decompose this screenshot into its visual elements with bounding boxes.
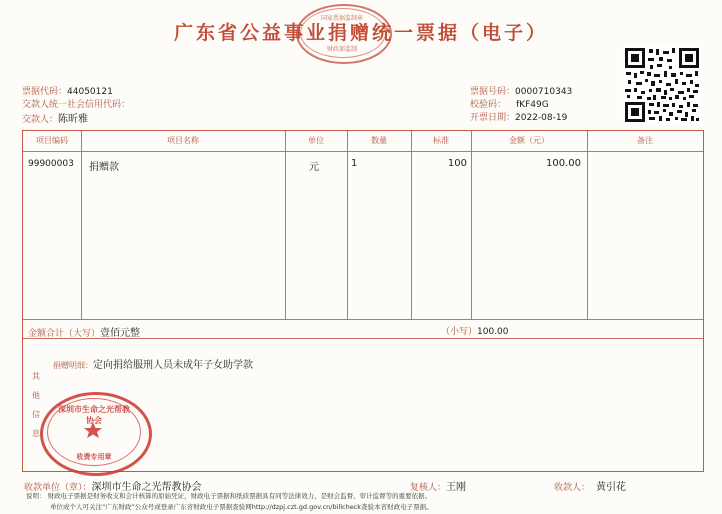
- payee-label: 收款人：: [554, 483, 591, 493]
- seal-org-name: 深圳市生命之光帮教协会: [58, 405, 130, 425]
- document-title: 广东省公益事业捐赠统一票据（电子）: [173, 22, 548, 44]
- row-item-code: 99900003: [28, 159, 74, 169]
- col-header-amount: 金额（元）: [509, 136, 549, 145]
- check-code-label: 校验码：: [470, 100, 507, 110]
- row-item-name: 捐赠款: [89, 162, 119, 173]
- col-header-code: 项目编码: [36, 136, 68, 145]
- payer-label: 交款人：: [22, 115, 59, 125]
- receiving-unit-value: 深圳市生命之光帮教协会: [91, 482, 202, 493]
- payer-row: [22, 110, 88, 125]
- total-small-value: 100.00: [477, 327, 509, 337]
- side-char: 息: [32, 429, 40, 438]
- donation-detail-value: 定向捐给服刑人员未成年子女助学款: [93, 360, 253, 371]
- col-header-standard: 标准: [433, 136, 449, 145]
- side-char: 他: [32, 391, 40, 400]
- col-header-note: 备注: [637, 136, 653, 145]
- seal-bottom-text: 收费专用章: [76, 453, 112, 461]
- col-header-unit: 单位: [308, 136, 324, 145]
- items-bottom-divider: [23, 319, 703, 320]
- issue-date-value: 2022-08-19: [515, 113, 568, 123]
- row-amount: 100.00: [546, 158, 581, 169]
- bill-number-value: 0000710343: [515, 87, 573, 97]
- total-row: [28, 324, 140, 339]
- col-divider: [81, 131, 82, 319]
- total-upper-value: 壹佰元整: [100, 328, 141, 339]
- payer-credit-code-row: [22, 97, 130, 110]
- supervision-stamp-text-bottom: 财政部监制: [326, 46, 357, 53]
- donation-detail-row: [53, 353, 253, 372]
- issue-date-row: [470, 110, 567, 123]
- bill-code-label: 票据代码：: [22, 87, 68, 97]
- col-header-quantity: 数量: [371, 136, 387, 145]
- issue-date-label: 开票日期：: [470, 113, 516, 123]
- header-divider: [23, 151, 703, 152]
- reviewer-label: 复核人：: [410, 483, 447, 493]
- payer-credit-code-label: 交款人统一社会信用代码：: [22, 100, 131, 110]
- bill-number-label: 票据号码：: [470, 87, 516, 97]
- total-small-row: [441, 324, 509, 337]
- col-divider: [285, 131, 286, 319]
- col-divider: [347, 131, 348, 319]
- bill-code-value: 44050121: [67, 87, 113, 97]
- col-header-name: 项目名称: [167, 136, 199, 145]
- supervision-stamp-text-top: 国家票据监制章: [320, 15, 363, 22]
- payee-value: 黄引花: [596, 482, 627, 493]
- bill-code-row: [22, 84, 113, 97]
- donation-detail-label: 捐赠明细：: [53, 361, 93, 370]
- check-code-value: fKF49G: [516, 100, 549, 110]
- check-code-row: [470, 97, 549, 110]
- qr-code-icon: [623, 46, 701, 124]
- row-standard: 100: [447, 158, 467, 169]
- note-line-1: 说明： 财政电子票据是财务收支和会计核算的原始凭证，财政电子票据和纸质票据具有同等法律效力，是财会监督、审计监督等的重要依据。: [26, 492, 432, 500]
- total-upper-label: 金额合计（大写）: [28, 329, 101, 339]
- receiving-unit-label: 收款单位（章）：: [24, 483, 92, 493]
- row-quantity: 1: [351, 158, 358, 169]
- reviewer-value: 王刚: [446, 482, 467, 493]
- col-divider: [587, 131, 588, 319]
- total-small-label: （小写）: [441, 327, 478, 337]
- payer-value: 陈昕雅: [58, 114, 89, 125]
- bill-number-row: [470, 84, 572, 97]
- side-char: 信: [32, 410, 40, 419]
- side-char: 其: [32, 372, 40, 381]
- note-line-2: 单位或个人可关注“广东财政”公众号或登录广东省财政电子票据查验网http://dzpj.czt.gd.gov.cn/billcheck查验本省财政电子票据。: [50, 503, 433, 511]
- row-unit: 元: [309, 162, 319, 173]
